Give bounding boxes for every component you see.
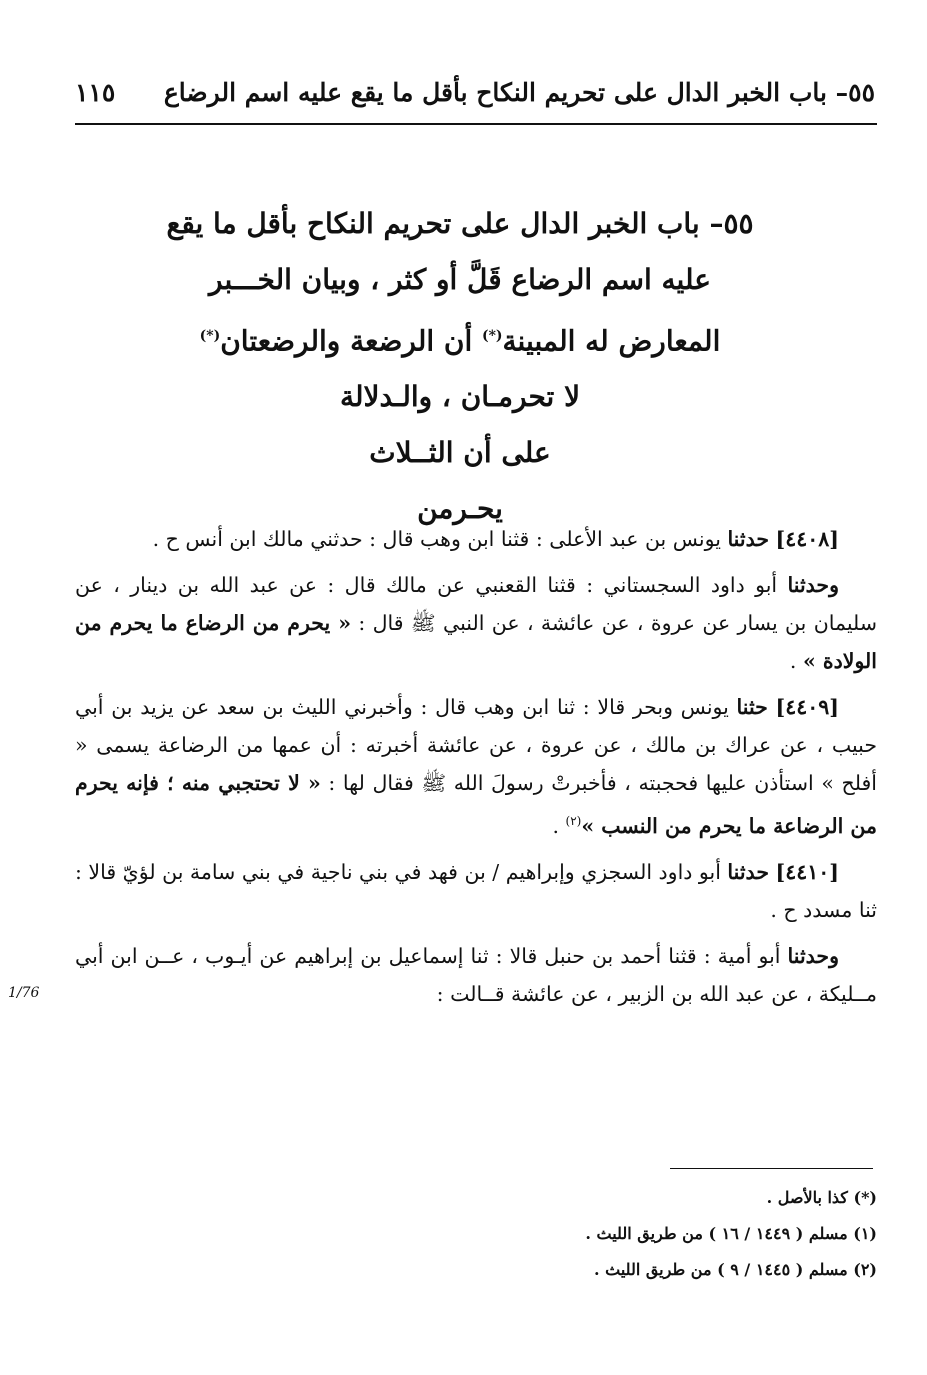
heading-line-3-a: المعارض له المبينة	[502, 324, 721, 358]
hadith-4408	[75, 520, 877, 558]
paragraph-text: يونس بن عبد الأعلى : قثنا ابن وهب قال : حدثني مالك ابن أنس ح .	[152, 527, 728, 551]
hadith-number: [٤٤٠٨]	[775, 527, 839, 551]
heading-line-5: على أن الثــلاث	[369, 436, 551, 470]
footnote-ref: (٢)	[565, 814, 582, 828]
hadith-4410-chain-2	[75, 937, 877, 1013]
narration-lead: حدثنا	[727, 859, 769, 884]
paragraph-text: يونس وبحر قالا : ثنا ابن وهب قال : وأخبرني الليث بن سعد عن يزيد بن أبي حبيب ، عن عراك بن مالك ، عن عروة ، عن عائشة أخبرته : أن عمها من الرضاعة يسمى « أفلح » استأذن عليها فحجبته ، فأخبرتْ رسولَ الله ﷺ فقال لها :	[75, 695, 877, 795]
paragraph-text: أبو أمية : قثنا أحمد بن حنبل قالا : ثنا إسماعيل بن إبراهيم عن أيـوب ، عــن ابن أبي مــليكة ، عن عبد الله بن الزبير ، عن عائشة قــالت :	[75, 943, 877, 1006]
heading-line-1: ٥٥– باب الخبر الدال على تحريم النكاح بأقل ما يقع	[166, 207, 754, 240]
paragraph-text: أبو داود السجزي وإبراهيم / بن فهد في بني ناجية في بني سامة بن لؤيّ قالا : ثنا مسدد ح .	[75, 859, 877, 922]
chapter-heading	[120, 196, 800, 537]
footnote-1: (١) مسلم ( ١٤٤٩ / ١٦ ) من طريق الليث .	[585, 1224, 877, 1243]
paragraph-text: أبو داود السجستاني : قثنا القعنبي عن مالك قال : عن عبد الله بن دينار ، عن سليمان بن يسار عن عروة ، عن عائشة ، عن النبي ﷺ قال :	[75, 573, 877, 635]
hadith-4408-chain-2	[75, 566, 877, 680]
prophetic-quote: « لا تحتجبي منه ؛ فإنه يحرم من الرضاعة ما يحرم من النسب »	[75, 771, 877, 838]
heading-line-4: لا تحرمـان ، والـدلالة	[339, 380, 581, 414]
running-title: ٥٥– باب الخبر الدال على تحريم النكاح بأقل ما يقع عليه اسم الرضاع	[163, 78, 875, 107]
hadith-4409	[75, 688, 877, 845]
heading-line-3-b: أن الرضعة والرضعتان	[220, 324, 482, 358]
heading-marker-1: (*)	[481, 328, 503, 344]
narration-lead: حثنا	[736, 695, 768, 719]
running-header	[75, 74, 875, 116]
narration-lead: حدثنا	[727, 527, 770, 551]
paragraph-end: .	[789, 649, 803, 673]
hadith-4410	[75, 853, 877, 929]
hadith-number: [٤٤٠٩]	[775, 695, 839, 719]
narration-lead: وحدثنا	[787, 943, 839, 968]
footnote-rule	[670, 1168, 873, 1169]
footnotes	[300, 1180, 877, 1288]
paragraph-end: .	[552, 813, 566, 838]
heading-marker-2: (*)	[199, 328, 221, 344]
heading-line-6: يحـرمن	[417, 492, 503, 526]
hadith-text	[75, 520, 877, 1021]
narration-lead: وحدثنا	[787, 573, 839, 597]
manuscript-folio-ref: 1/76	[8, 985, 40, 1001]
footnote-2: (٢) مسلم ( ١٤٤٥ / ٩ ) من طريق الليث .	[593, 1260, 877, 1279]
heading-line-3	[120, 308, 800, 369]
page-number: ١١٥	[75, 78, 116, 107]
header-rule	[75, 123, 877, 125]
footnote-asterisk: (*) كذا بالأصل .	[766, 1188, 877, 1207]
heading-line-2: عليه اسم الرضاع قَلَّ أو كثر ، وبيان الخـــبر	[209, 263, 711, 296]
prophetic-quote: « يحرم من الرضاع ما يحرم من الولادة »	[75, 611, 877, 673]
hadith-number: [٤٤١٠]	[775, 859, 839, 884]
